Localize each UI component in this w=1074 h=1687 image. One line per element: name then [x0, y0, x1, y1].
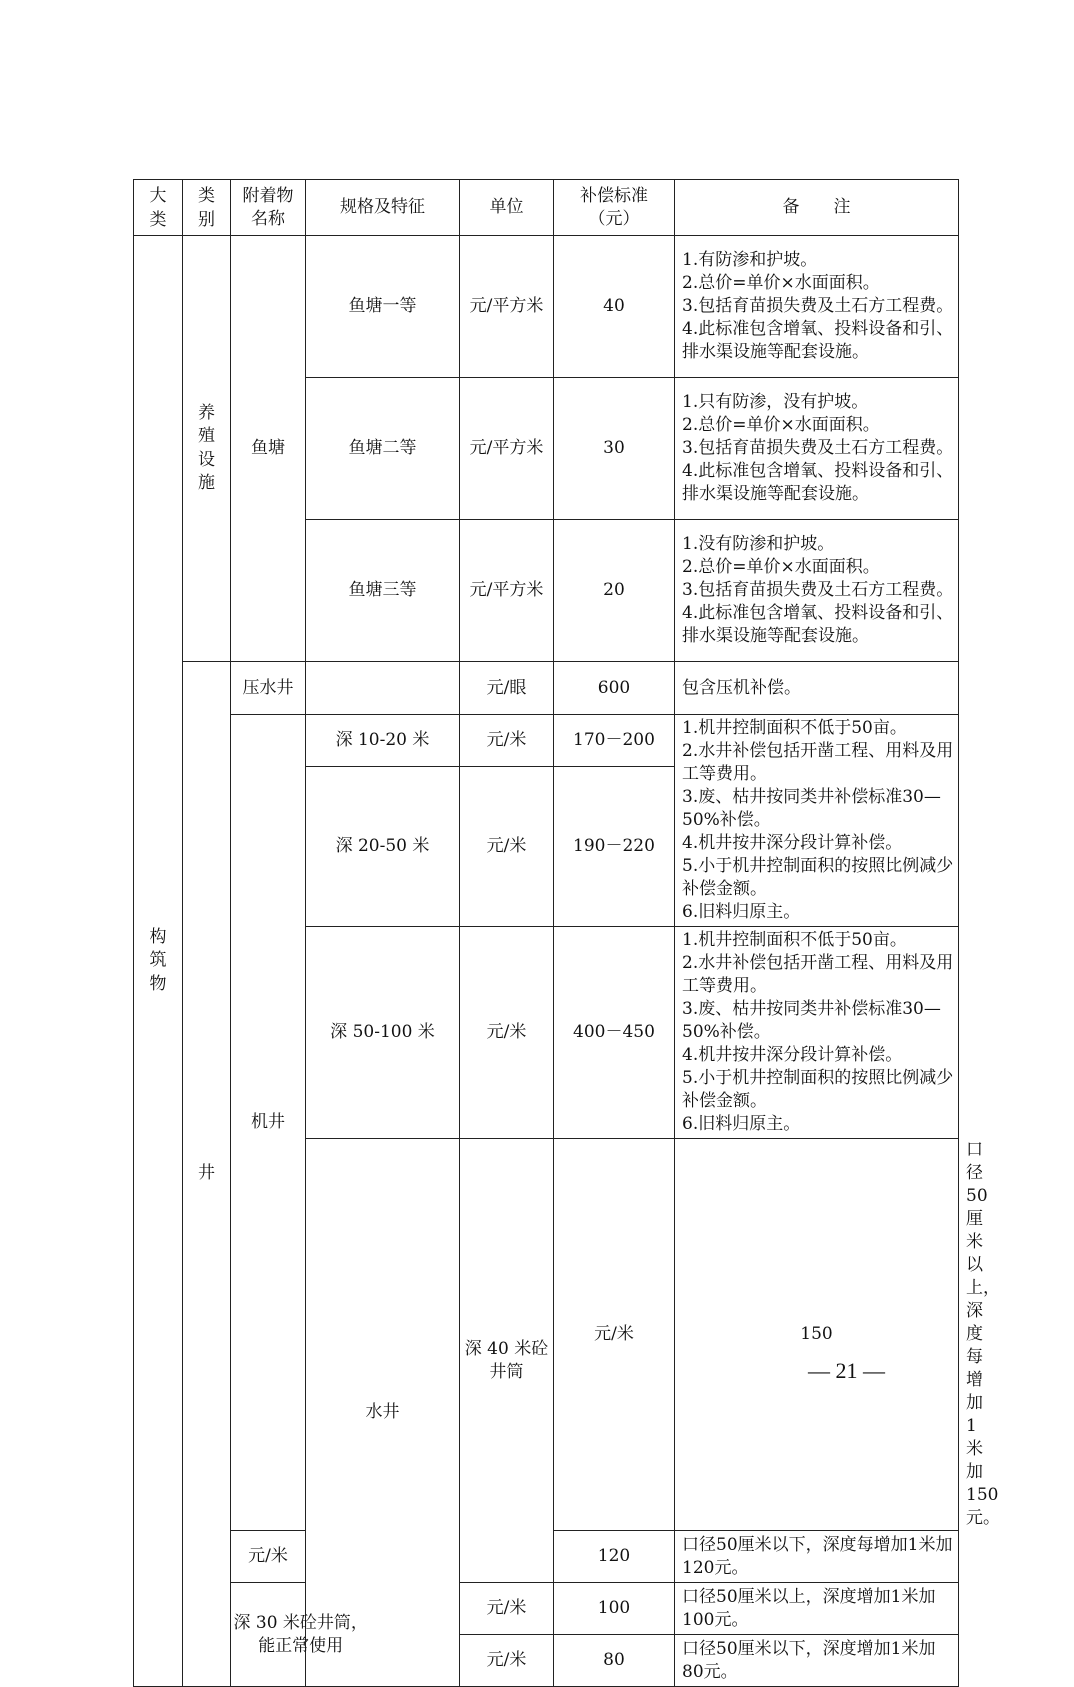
unit-cell: 元/米 — [554, 1139, 675, 1531]
price-cell: 150 — [675, 1139, 959, 1531]
header-item-name: 附着物名称 — [231, 180, 306, 236]
remark-cell: 口径50厘米以下，深度增加1米加80元。 — [675, 1635, 959, 1687]
header-major: 大类 — [134, 180, 183, 236]
category-aquaculture-cell: 养殖设施 — [183, 236, 231, 662]
price-cell: 80 — [554, 1635, 675, 1687]
remark-cell: 包含压机补偿。 — [675, 662, 959, 715]
item-press-well-cell: 压水井 — [231, 662, 306, 715]
item-fishpond-cell: 鱼塘 — [231, 236, 306, 662]
unit-cell: 元/米 — [460, 767, 554, 927]
table-row: 水井 深 40 米砼井筒 元/米 150 口径50厘米以上，深度每增加1米加150元。 — [134, 1139, 959, 1531]
remark-cell: 1.只有防渗，没有护坡。 2.总价=单价×水面面积。 3.包括育苗损失费及土石方工程费。 4.此标准包含增氧、投料设备和引、排水渠设施等配套设施。 — [675, 378, 959, 520]
unit-cell: 元/米 — [460, 927, 554, 1139]
remark-cell: 1.机井控制面积不低于50亩。 2.水井补偿包括开凿工程、用料及用工等费用。 3.废、枯井按同类井补偿标准30—50%补偿。 4.机井按井深分段计算补偿。 5.小于机井控制面积的按照比例减少补偿金额。 6.旧料归原主。 — [675, 927, 959, 1139]
spec-cell: 深 20-50 米 — [306, 767, 460, 927]
item-water-well-cell: 水井 — [306, 1139, 460, 1687]
price-cell: 600 — [554, 662, 675, 715]
spec-cell — [306, 662, 460, 715]
table-row — [134, 236, 959, 378]
unit-cell: 元/平方米 — [460, 236, 554, 378]
header-unit: 单位 — [460, 180, 554, 236]
price-cell: 400－450 — [554, 927, 675, 1139]
unit-cell: 元/眼 — [460, 662, 554, 715]
remark-cell: 1.没有防渗和护坡。 2.总价=单价×水面面积。 3.包括育苗损失费及土石方工程费。 4.此标准包含增氧、投料设备和引、排水渠设施等配套设施。 — [675, 520, 959, 662]
page-number: — 21 — — [808, 1358, 885, 1383]
unit-cell: 元/平方米 — [460, 520, 554, 662]
remark-cell: 1.有防渗和护坡。 2.总价=单价×水面面积。 3.包括育苗损失费及土石方工程费。 4.此标准包含增氧、投料设备和引、排水渠设施等配套设施。 — [675, 236, 959, 378]
item-machine-well-cell: 机井 — [231, 715, 306, 1531]
spec-cell: 深 40 米砼井筒 — [460, 1139, 554, 1583]
spec-cell: 鱼塘二等 — [306, 378, 460, 520]
remark-cell: 口径50厘米以上，深度增加1米加100元。 — [675, 1583, 959, 1635]
table-row — [134, 662, 959, 715]
price-cell: 40 — [554, 236, 675, 378]
header-standard: 补偿标准 （元） — [554, 180, 675, 236]
table-row — [134, 715, 959, 767]
unit-cell: 元/米 — [460, 715, 554, 767]
price-cell: 30 — [554, 378, 675, 520]
unit-cell: 元/米 — [231, 1531, 306, 1583]
unit-cell: 元/米 — [460, 1583, 554, 1635]
price-cell: 100 — [554, 1583, 675, 1635]
remark-cell: 1.机井控制面积不低于50亩。 2.水井补偿包括开凿工程、用料及用工等费用。 3.废、枯井按同类井补偿标准30—50%补偿。 4.机井按井深分段计算补偿。 5.小于机井控制面积的按照比例减少补偿金额。 6.旧料归原主。 — [675, 715, 959, 927]
price-cell: 190－220 — [554, 767, 675, 927]
header-category: 类别 — [183, 180, 231, 236]
major-category-cell: 构筑物 — [134, 236, 183, 1687]
category-well-cell: 井 — [183, 662, 231, 1687]
remark-cell: 口径50厘米以下，深度每增加1米加120元。 — [675, 1531, 959, 1583]
spec-cell: 深 30 米砼井筒，能正常使用 — [231, 1583, 306, 1687]
table-header-row — [134, 180, 959, 236]
table-row — [134, 1583, 959, 1635]
spec-cell: 深 10-20 米 — [306, 715, 460, 767]
price-cell: 170－200 — [554, 715, 675, 767]
compensation-table — [133, 179, 1000, 1687]
header-remark: 备 注 — [675, 180, 959, 236]
price-cell: 120 — [554, 1531, 675, 1583]
unit-cell: 元/米 — [460, 1635, 554, 1687]
spec-cell: 深 50-100 米 — [306, 927, 460, 1139]
unit-cell: 元/平方米 — [460, 378, 554, 520]
price-cell: 20 — [554, 520, 675, 662]
spec-cell: 鱼塘一等 — [306, 236, 460, 378]
spec-cell: 鱼塘三等 — [306, 520, 460, 662]
header-spec: 规格及特征 — [306, 180, 460, 236]
